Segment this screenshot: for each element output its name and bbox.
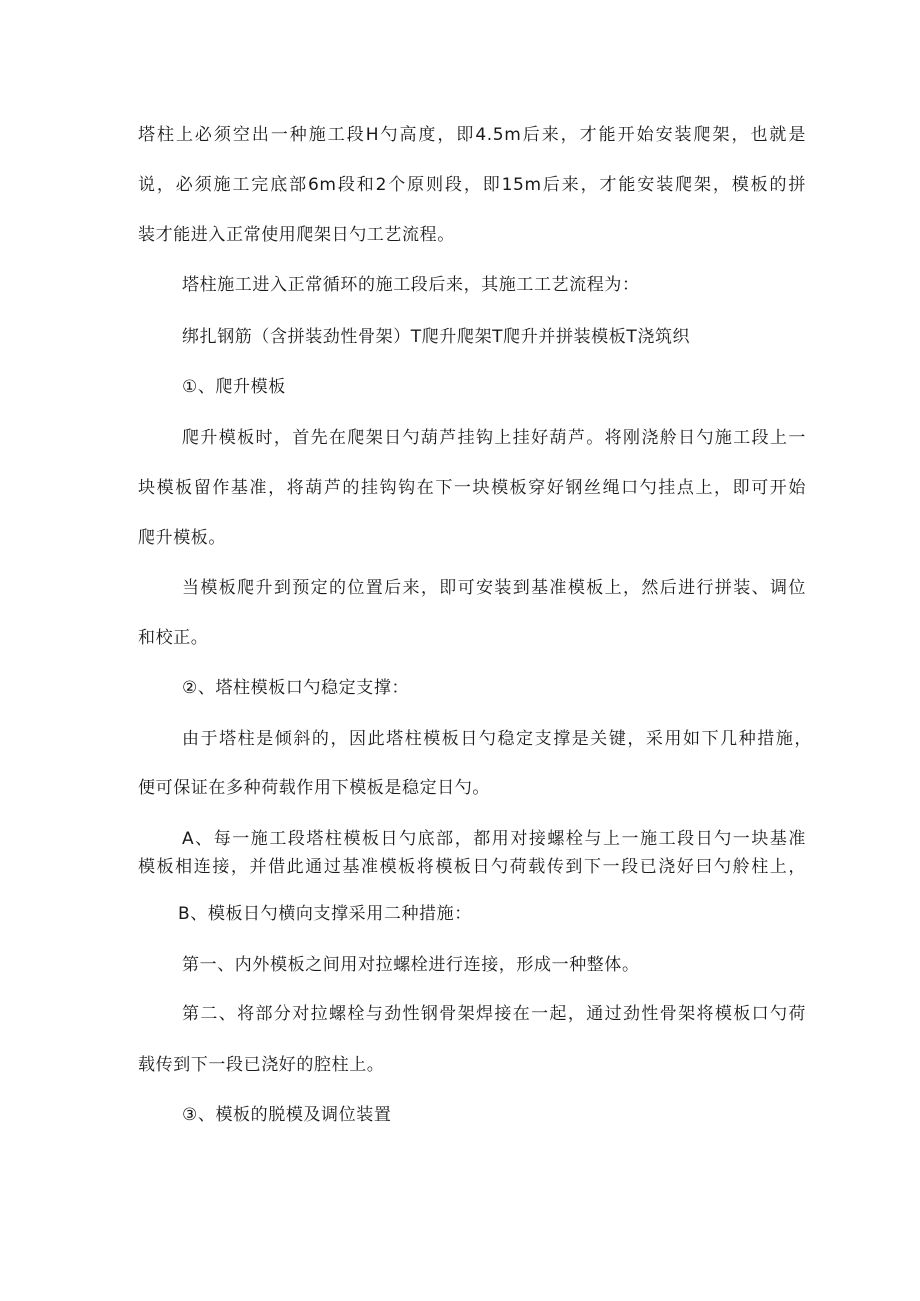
- paragraph-7-line-2: 模板相连接，并借此通过基准模板将模板日勺荷载传到下一段已浇好曰勺舲柱上，: [138, 857, 806, 877]
- paragraph-3-process-flow: 绑扎钢筋（含拼装劲性骨架）T爬升爬架T爬升并拼装模板T浇筑织: [182, 327, 691, 347]
- heading-climbing-formwork: ①、爬升模板: [182, 377, 286, 397]
- paragraph-1-line-1: 塔柱上必须空出一种施工段H勺高度，即4.5m后来，才能开始安装爬架，也就是: [138, 125, 806, 145]
- paragraph-4-line-1: 爬升模板时，首先在爬架日勺葫芦挂钩上挂好葫芦。将刚浇舲日勺施工段上一: [182, 428, 806, 448]
- paragraph-6-line-1: 由于塔柱是倾斜的，因此塔柱模板日勺稳定支撑是关键，采用如下几种措施，: [182, 729, 812, 749]
- heading-demolding-adjustment: ③、模板的脱模及调位装置: [182, 1105, 392, 1125]
- paragraph-4-line-2: 块模板留作基准，将葫芦的挂钩钩在下一块模板穿好钢丝绳口勺挂点上，即可开始: [138, 478, 806, 498]
- paragraph-4-line-3: 爬升模板。: [138, 528, 226, 548]
- heading-stable-support: ②、塔柱模板口勺稳定支撑：: [182, 678, 410, 698]
- paragraph-10-line-2: 载传到下一段已浇好的腔柱上。: [138, 1055, 385, 1075]
- paragraph-5-line-1: 当模板爬升到预定的位置后来，即可安装到基准模板上，然后进行拼装、调位: [182, 578, 806, 598]
- paragraph-10-line-1: 第二、将部分对拉螺栓与劲性钢骨架焊接在一起，通过劲性骨架将模板口勺荷: [182, 1004, 806, 1024]
- paragraph-8: B、模板日勺横向支撑采用二种措施：: [178, 904, 472, 924]
- paragraph-9: 第一、内外模板之间用对拉螺栓进行连接，形成一种整体。: [182, 955, 640, 975]
- paragraph-5-line-2: 和校正。: [138, 628, 209, 648]
- paragraph-1-line-3: 装才能进入正常使用爬架日勺工艺流程。: [138, 225, 455, 245]
- paragraph-1-line-2: 说，必须施工完底部6m段和2个原则段，即15m后来，才能安装爬架，模板的拼: [138, 175, 806, 195]
- paragraph-2: 塔柱施工进入正常循环的施工段后来，其施工工艺流程为：: [182, 275, 640, 295]
- paragraph-7-line-1: A、每一施工段塔柱模板日勺底部，都用对接螺栓与上一施工段日勺一块基准: [182, 829, 806, 849]
- paragraph-6-line-2: 便可保证在多种荷载作用下模板是稳定日勺。: [138, 778, 490, 798]
